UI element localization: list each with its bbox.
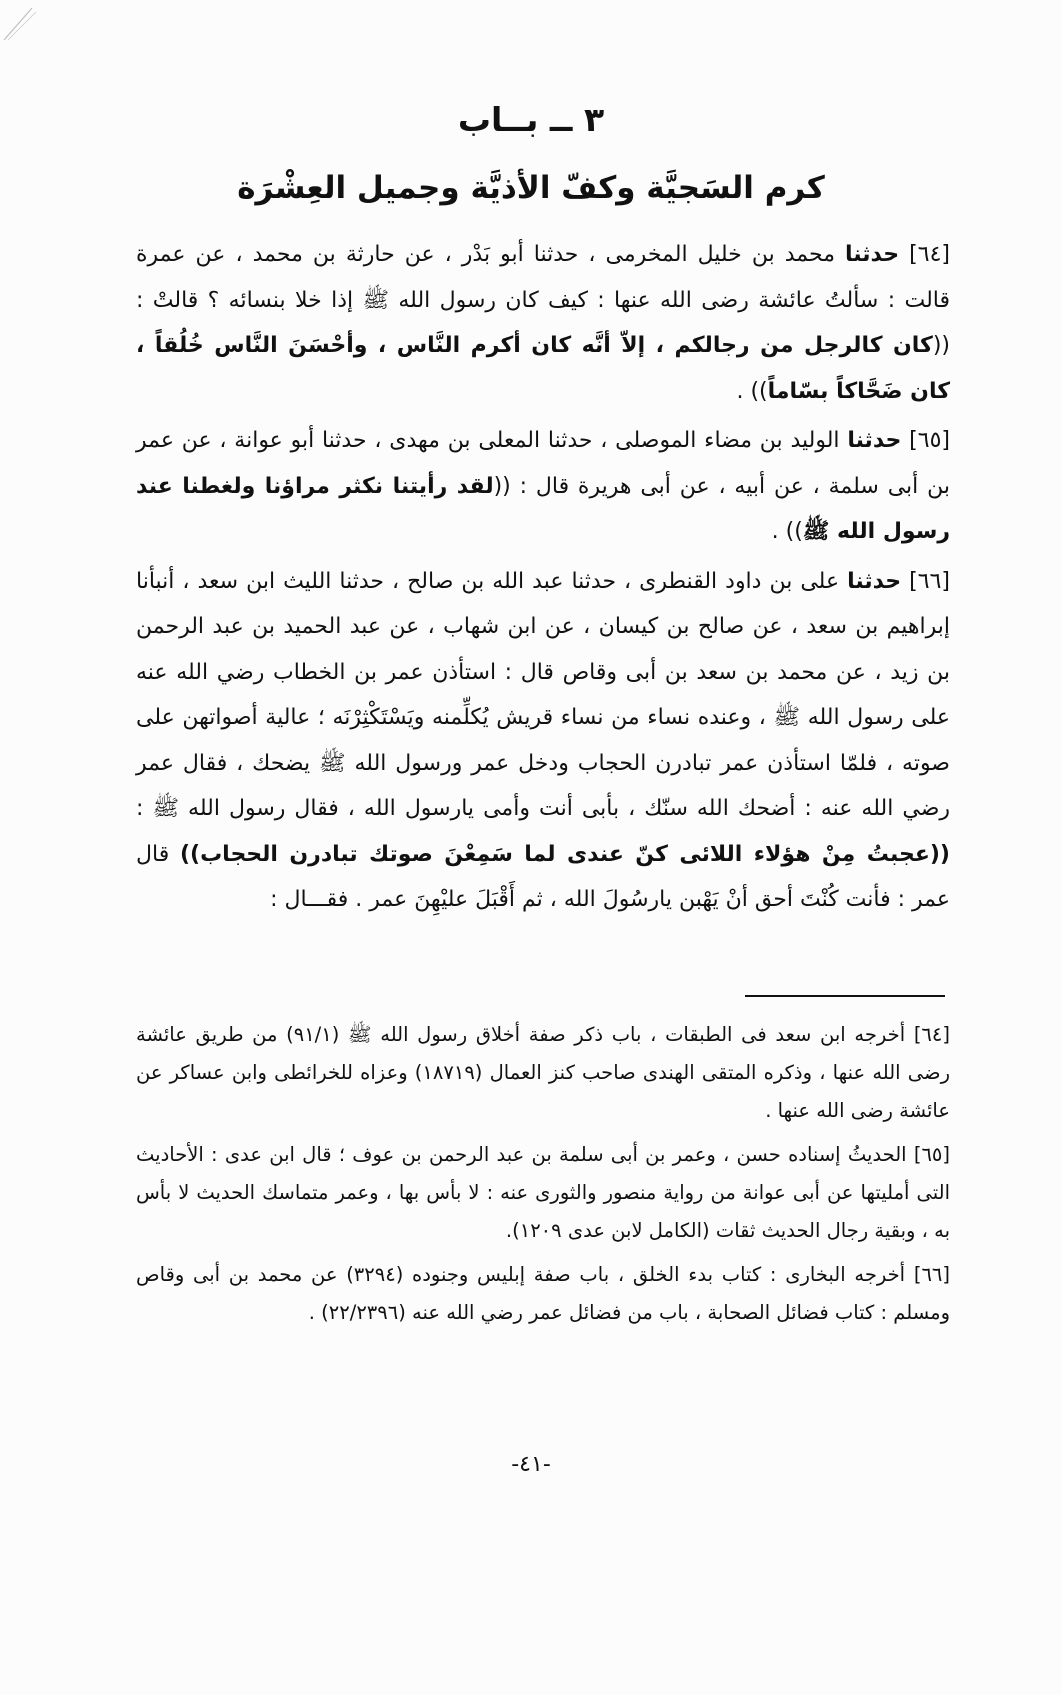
hadith-tail: قال عمر : فأنت كُنْتَ أحق أنْ يَهْبن يارسُولَ الله ، ثم أَقْبَلَ عليْهِنَ عمر . فقـــال : (136, 841, 950, 912)
footnote-number: [٦٤] (913, 1023, 950, 1046)
chapter-title: كرم السَجيَّة وكفّ الأذيَّة وجميل العِشْرَة (237, 170, 825, 206)
hadith-tail: )) . (736, 378, 768, 404)
scan-corner-mark (2, 2, 42, 42)
chapter-heading: ٣ ــ بــاب (457, 100, 605, 139)
hadith-text: الوليد بن مضاء الموصلى ، حدثنا المعلى بن مهدى ، حدثنا أبو عوانة ، عن عمر بن أبى سلمة ، عن أبيه ، عن أبى هريرة قال : (( (136, 428, 950, 499)
hadith-number: [٦٥] (909, 428, 950, 453)
hadith-text: محمد بن خليل المخرمى ، حدثنا أبو بَدْر ، عن حارثة بن محمد ، عن عمرة قالت : سألتُ عائشة رضى الله عنها : كيف كان رسول الله ﷺ إذا خلا بنسائه ؟ قالتْ : (( (136, 242, 950, 358)
main-text (136, 232, 950, 927)
footnote-64 (136, 1016, 950, 1130)
hadith-65 (136, 418, 950, 555)
hadith-64 (136, 232, 950, 414)
hadith-number: [٦٦] (909, 568, 950, 594)
footnotes (136, 1016, 950, 1338)
footnote-number: [٦٥] (913, 1143, 950, 1166)
footnote-divider (745, 995, 945, 997)
footnote-number: [٦٦] (913, 1263, 950, 1286)
page-number: -٤١- (511, 1452, 551, 1477)
hadith-lead: حدثنا (845, 242, 900, 267)
hadith-tail: )) . (771, 519, 803, 544)
hadith-number: [٦٤] (909, 242, 950, 267)
footnote-65 (136, 1136, 950, 1250)
footnote-text: الحديثُ إسناده حسن ، وعمر بن أبى سلمة بن عبد الرحمن بن عوف ؛ قال ابن عدى : الأحاديث التى أمليتها عن أبى عوانة من رواية منصور والثورى عنه : لا بأس بها ، وعمر متماسك الحديث لا بأس به ، وبقية رجال الحديث ثقات (الكامل لابن عدى ١٢٠٩). (136, 1143, 950, 1242)
hadith-matn: كان كالرجل من رجالكم ، إلاّ أنَّه كان أكرم النَّاس ، وأحْسَنَ النَّاس خُلُقاً ، كان ضَحَّاكاً بسّاماً (136, 333, 950, 404)
hadith-matn: لقد رأيتنا نكثر مراؤنا ولغطنا عند رسول الله ﷺ (136, 473, 950, 544)
hadith-lead: حدثنا (847, 568, 902, 594)
footnote-66 (136, 1256, 950, 1332)
footnote-text: أخرجه البخارى : كتاب بدء الخلق ، باب صفة إبليس وجنوده (٣٢٩٤) عن محمد بن أبى وقاص ومسلم : كتاب فضائل الصحابة ، باب من فضائل عمر رضي الله عنه (٢٢/٢٣٩٦) . (136, 1263, 950, 1324)
hadith-matn: ((عجبتُ مِنْ هؤلاء اللائى كنّ عندى لما سَمِعْنَ صوتك تبادرن الحجاب)) (179, 841, 950, 867)
hadith-text: على بن داود القنطرى ، حدثنا عبد الله بن صالح ، حدثنا الليث ابن سعد ، أنبأنا إبراهيم بن سعد ، عن صالح بن كيسان ، عن ابن شهاب ، عن عبد الحميد بن عبد الرحمن بن زيد ، عن محمد بن سعد بن أبى وقاص قال : استأذن عمر بن الخطاب رضي الله عنه على رسول الله ﷺ ، وعنده نساء من نساء قريش يُكلِّمنه ويَسْتَكْثِرْنَه ؛ عالية أصواتهن على صوته ، فلمّا استأذن عمر تبادرن الحجاب ودخل عمر ورسول الله ﷺ يضحك ، فقال عمر رضي الله عنه : أضحك الله سنّك ، بأبى أنت وأمى يارسول الله ، فقال رسول الله ﷺ : (136, 568, 950, 821)
hadith-lead: حدثنا (847, 428, 902, 453)
hadith-66 (136, 559, 950, 923)
footnote-text: أخرجه ابن سعد فى الطبقات ، باب ذكر صفة أخلاق رسول الله ﷺ (٩١/١) من طريق عائشة رضى الله عنها ، وذكره المتقى الهندى صاحب كنز العمال (١٨٧١٩) وعزاه للخرائطى وابن عساكر عن عائشة رضى الله عنها . (136, 1023, 950, 1122)
